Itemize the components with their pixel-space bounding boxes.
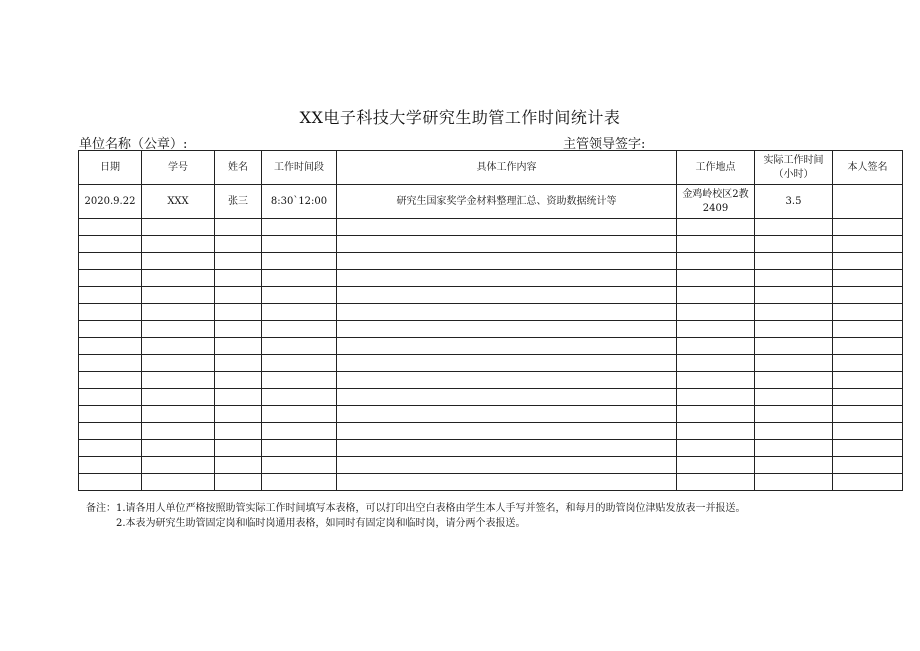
blank-table-row — [79, 253, 903, 270]
blank-cell — [677, 270, 755, 287]
blank-cell — [337, 440, 677, 457]
blank-cell — [142, 253, 215, 270]
blank-cell — [215, 372, 262, 389]
blank-table-row — [79, 406, 903, 423]
blank-cell — [337, 287, 677, 304]
blank-cell — [833, 270, 903, 287]
blank-cell — [79, 440, 142, 457]
blank-cell — [142, 304, 215, 321]
blank-cell — [262, 440, 337, 457]
blank-cell — [79, 406, 142, 423]
blank-cell — [215, 457, 262, 474]
blank-cell — [833, 219, 903, 236]
blank-table-row — [79, 304, 903, 321]
blank-table-row — [79, 219, 903, 236]
blank-table-row — [79, 372, 903, 389]
blank-cell — [337, 253, 677, 270]
blank-cell — [142, 355, 215, 372]
blank-cell — [79, 372, 142, 389]
blank-cell — [755, 236, 833, 253]
blank-cell — [677, 355, 755, 372]
blank-cell — [337, 270, 677, 287]
note-line-2: 2.本表为研究生助管固定岗和临时岗通用表格，如同时有固定岗和临时岗，请分两个表报送。 — [116, 518, 526, 529]
cell-work-location: 金鸡岭校区2教2409 — [677, 185, 755, 219]
blank-cell — [262, 287, 337, 304]
blank-cell — [79, 287, 142, 304]
cell-signature — [833, 185, 903, 219]
header-name: 姓名 — [215, 151, 262, 185]
notes — [86, 501, 746, 531]
blank-cell — [677, 406, 755, 423]
blank-cell — [677, 474, 755, 491]
cell-actual-hours: 3.5 — [755, 185, 833, 219]
blank-cell — [677, 338, 755, 355]
blank-table-row — [79, 270, 903, 287]
blank-cell — [337, 474, 677, 491]
blank-table-row — [79, 287, 903, 304]
blank-cell — [79, 423, 142, 440]
blank-cell — [262, 304, 337, 321]
blank-cell — [215, 423, 262, 440]
blank-cell — [215, 355, 262, 372]
blank-cell — [262, 219, 337, 236]
header-time-period: 工作时间段 — [262, 151, 337, 185]
blank-cell — [142, 474, 215, 491]
blank-cell — [337, 372, 677, 389]
blank-table-row — [79, 236, 903, 253]
blank-cell — [262, 321, 337, 338]
blank-cell — [262, 236, 337, 253]
blank-cell — [755, 423, 833, 440]
blank-cell — [677, 457, 755, 474]
blank-cell — [833, 423, 903, 440]
blank-cell — [215, 406, 262, 423]
blank-cell — [215, 287, 262, 304]
blank-cell — [142, 236, 215, 253]
blank-cell — [677, 389, 755, 406]
table-row — [79, 185, 903, 219]
blank-cell — [755, 287, 833, 304]
blank-cell — [833, 372, 903, 389]
blank-cell — [755, 440, 833, 457]
blank-cell — [337, 406, 677, 423]
blank-cell — [833, 389, 903, 406]
blank-cell — [677, 253, 755, 270]
cell-name: 张三 — [215, 185, 262, 219]
header-actual-hours: 实际工作时间（小时） — [755, 151, 833, 185]
blank-cell — [79, 457, 142, 474]
blank-cell — [833, 253, 903, 270]
unit-name-label: 单位名称（公章）: — [79, 137, 188, 152]
blank-cell — [262, 253, 337, 270]
blank-cell — [755, 406, 833, 423]
blank-cell — [79, 338, 142, 355]
blank-table-row — [79, 457, 903, 474]
blank-cell — [79, 321, 142, 338]
blank-cell — [262, 338, 337, 355]
table-header-row — [79, 151, 903, 185]
blank-cell — [833, 236, 903, 253]
blank-cell — [677, 423, 755, 440]
blank-cell — [337, 457, 677, 474]
blank-table-row — [79, 389, 903, 406]
blank-cell — [337, 389, 677, 406]
blank-cell — [215, 474, 262, 491]
blank-cell — [337, 338, 677, 355]
timesheet-table — [78, 150, 903, 491]
blank-cell — [337, 355, 677, 372]
blank-cell — [337, 423, 677, 440]
header-date: 日期 — [79, 151, 142, 185]
cell-student-id: XXX — [142, 185, 215, 219]
blank-cell — [755, 270, 833, 287]
blank-table-row — [79, 423, 903, 440]
blank-cell — [142, 423, 215, 440]
blank-cell — [79, 355, 142, 372]
blank-cell — [833, 321, 903, 338]
blank-cell — [833, 338, 903, 355]
header-work-location: 工作地点 — [677, 151, 755, 185]
blank-cell — [677, 219, 755, 236]
blank-cell — [833, 406, 903, 423]
blank-cell — [677, 321, 755, 338]
blank-cell — [215, 321, 262, 338]
blank-cell — [79, 474, 142, 491]
blank-cell — [142, 440, 215, 457]
blank-cell — [215, 440, 262, 457]
blank-cell — [79, 219, 142, 236]
blank-cell — [215, 338, 262, 355]
blank-cell — [142, 321, 215, 338]
blank-table-row — [79, 355, 903, 372]
blank-cell — [142, 372, 215, 389]
blank-cell — [215, 253, 262, 270]
blank-cell — [142, 338, 215, 355]
blank-cell — [677, 440, 755, 457]
blank-cell — [755, 372, 833, 389]
blank-cell — [755, 355, 833, 372]
blank-cell — [215, 219, 262, 236]
blank-cell — [337, 236, 677, 253]
blank-cell — [755, 389, 833, 406]
blank-cell — [833, 457, 903, 474]
blank-cell — [215, 304, 262, 321]
blank-table-row — [79, 440, 903, 457]
header-student-id: 学号 — [142, 151, 215, 185]
blank-cell — [142, 457, 215, 474]
blank-cell — [79, 236, 142, 253]
blank-cell — [262, 474, 337, 491]
header-signature: 本人签名 — [833, 151, 903, 185]
blank-cell — [755, 253, 833, 270]
blank-cell — [262, 372, 337, 389]
blank-cell — [215, 236, 262, 253]
blank-table-row — [79, 321, 903, 338]
blank-cell — [337, 321, 677, 338]
blank-cell — [142, 287, 215, 304]
supervisor-signature-label: 主管领导签字: — [563, 137, 646, 152]
document-title: XX电子科技大学研究生助管工作时间统计表 — [299, 108, 621, 127]
blank-cell — [215, 389, 262, 406]
cell-time-period: 8:30`12:00 — [262, 185, 337, 219]
blank-cell — [142, 219, 215, 236]
blank-cell — [677, 304, 755, 321]
header-work-content: 具体工作内容 — [337, 151, 677, 185]
blank-cell — [755, 338, 833, 355]
blank-cell — [337, 219, 677, 236]
blank-cell — [142, 406, 215, 423]
blank-cell — [677, 372, 755, 389]
blank-cell — [755, 321, 833, 338]
blank-cell — [833, 474, 903, 491]
blank-cell — [142, 270, 215, 287]
blank-cell — [833, 440, 903, 457]
cell-work-content: 研究生国家奖学金材料整理汇总、资助数据统计等 — [337, 185, 677, 219]
blank-cell — [755, 457, 833, 474]
blank-cell — [833, 304, 903, 321]
blank-cell — [755, 474, 833, 491]
blank-cell — [262, 389, 337, 406]
blank-cell — [337, 304, 677, 321]
blank-cell — [79, 270, 142, 287]
blank-table-row — [79, 338, 903, 355]
blank-cell — [79, 389, 142, 406]
blank-cell — [755, 219, 833, 236]
blank-cell — [677, 287, 755, 304]
blank-cell — [262, 457, 337, 474]
note-line-1: 备注：1.请各用人单位严格按照助管实际工作时间填写本表格，可以打印出空白表格由学生本人手写并签名，和每月的助管岗位津贴发放表一并报送。 — [86, 503, 746, 514]
blank-cell — [142, 389, 215, 406]
blank-cell — [79, 304, 142, 321]
blank-cell — [262, 355, 337, 372]
blank-cell — [215, 270, 262, 287]
blank-cell — [755, 304, 833, 321]
blank-cell — [833, 355, 903, 372]
blank-cell — [262, 423, 337, 440]
blank-cell — [677, 236, 755, 253]
blank-cell — [262, 406, 337, 423]
blank-cell — [79, 253, 142, 270]
blank-cell — [262, 270, 337, 287]
cell-date: 2020.9.22 — [79, 185, 142, 219]
blank-table-row — [79, 474, 903, 491]
blank-cell — [833, 287, 903, 304]
